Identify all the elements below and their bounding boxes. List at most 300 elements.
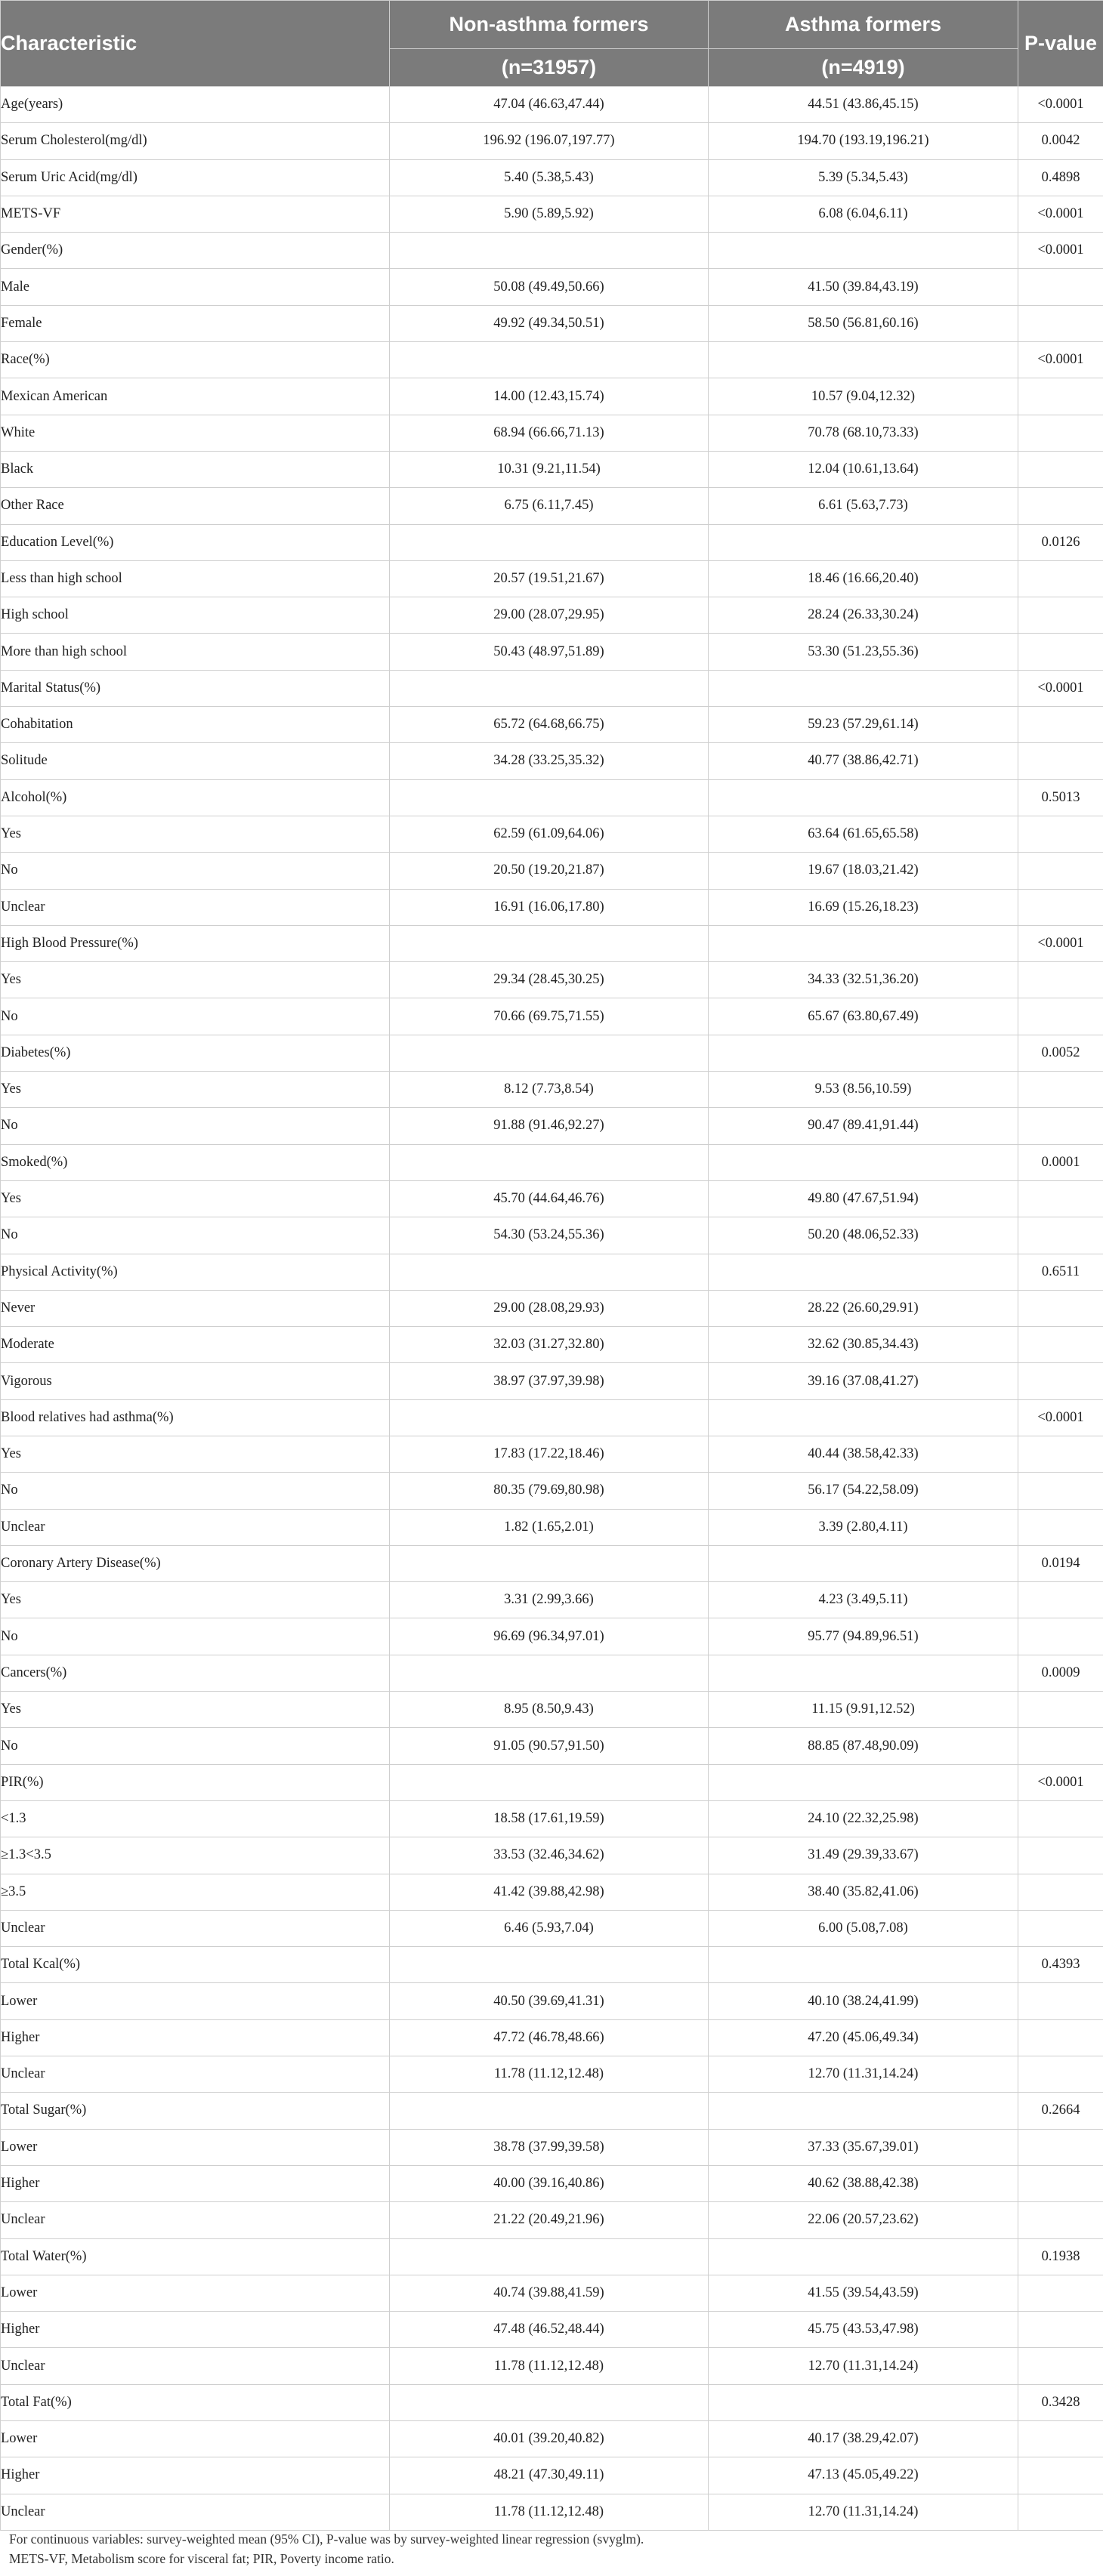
table-row bbox=[1, 853, 1103, 889]
table-row bbox=[1, 2457, 1103, 2494]
row-non-asthma-value: 41.42 (39.88,42.98) bbox=[390, 1874, 709, 1910]
table-row bbox=[1, 889, 1103, 925]
row-asthma-value: 41.50 (39.84,43.19) bbox=[709, 269, 1018, 305]
row-non-asthma-value: 29.34 (28.45,30.25) bbox=[390, 962, 709, 998]
row-label: More than high school bbox=[1, 634, 390, 670]
row-pvalue bbox=[1018, 2056, 1103, 2093]
row-label: Yes bbox=[1, 1072, 390, 1108]
row-pvalue bbox=[1018, 2494, 1103, 2530]
row-label: Serum Cholesterol(mg/dl) bbox=[1, 123, 390, 159]
table-row bbox=[1, 2384, 1103, 2420]
row-non-asthma-value: 5.90 (5.89,5.92) bbox=[390, 196, 709, 232]
row-asthma-value: 95.77 (94.89,96.51) bbox=[709, 1618, 1018, 1655]
row-pvalue bbox=[1018, 1618, 1103, 1655]
row-label: Yes bbox=[1, 1436, 390, 1472]
table-row bbox=[1, 196, 1103, 232]
row-label: High school bbox=[1, 597, 390, 634]
row-pvalue bbox=[1018, 1108, 1103, 1144]
row-non-asthma-value bbox=[390, 1035, 709, 1071]
table-row bbox=[1, 998, 1103, 1035]
row-label: Yes bbox=[1, 962, 390, 998]
table-row bbox=[1, 415, 1103, 451]
table-row bbox=[1, 2129, 1103, 2165]
row-non-asthma-value bbox=[390, 779, 709, 816]
row-label: Total Water(%) bbox=[1, 2238, 390, 2275]
row-pvalue: 0.1938 bbox=[1018, 2238, 1103, 2275]
table-row bbox=[1, 2421, 1103, 2457]
row-pvalue bbox=[1018, 743, 1103, 779]
row-non-asthma-value bbox=[390, 670, 709, 706]
table-row bbox=[1, 1290, 1103, 1326]
row-label: High Blood Pressure(%) bbox=[1, 925, 390, 961]
row-asthma-value bbox=[709, 779, 1018, 816]
row-pvalue: 0.0042 bbox=[1018, 123, 1103, 159]
row-non-asthma-value: 40.50 (39.69,41.31) bbox=[390, 1983, 709, 2019]
row-label: Unclear bbox=[1, 1910, 390, 1946]
table-row bbox=[1, 670, 1103, 706]
table-row bbox=[1, 634, 1103, 670]
row-pvalue: 0.6511 bbox=[1018, 1254, 1103, 1290]
row-pvalue bbox=[1018, 2312, 1103, 2348]
table-row bbox=[1, 269, 1103, 305]
row-label: No bbox=[1, 1473, 390, 1509]
row-label: Female bbox=[1, 305, 390, 341]
table-row bbox=[1, 1545, 1103, 1581]
table-row bbox=[1, 597, 1103, 634]
row-label: No bbox=[1, 1618, 390, 1655]
row-non-asthma-value: 29.00 (28.07,29.95) bbox=[390, 597, 709, 634]
row-pvalue bbox=[1018, 378, 1103, 415]
row-label: Gender(%) bbox=[1, 233, 390, 269]
row-asthma-value: 32.62 (30.85,34.43) bbox=[709, 1327, 1018, 1363]
row-non-asthma-value: 40.74 (39.88,41.59) bbox=[390, 2275, 709, 2311]
row-pvalue bbox=[1018, 1180, 1103, 1217]
row-pvalue bbox=[1018, 2165, 1103, 2201]
footnote-abbreviations: METS-VF, Metabolism score for visceral fat; PIR, Poverty income ratio. bbox=[9, 2551, 394, 2566]
table-row bbox=[1, 2056, 1103, 2093]
row-non-asthma-value: 54.30 (53.24,55.36) bbox=[390, 1217, 709, 1254]
row-asthma-value: 34.33 (32.51,36.20) bbox=[709, 962, 1018, 998]
row-asthma-value: 12.70 (11.31,14.24) bbox=[709, 2348, 1018, 2384]
row-label: No bbox=[1, 998, 390, 1035]
row-pvalue bbox=[1018, 889, 1103, 925]
row-label: Yes bbox=[1, 816, 390, 852]
row-pvalue bbox=[1018, 2275, 1103, 2311]
table-row bbox=[1, 2093, 1103, 2129]
row-label: Alcohol(%) bbox=[1, 779, 390, 816]
table-row bbox=[1, 159, 1103, 196]
row-asthma-value: 45.75 (43.53,47.98) bbox=[709, 2312, 1018, 2348]
row-pvalue bbox=[1018, 998, 1103, 1035]
row-label: Total Kcal(%) bbox=[1, 1947, 390, 1983]
row-asthma-value: 58.50 (56.81,60.16) bbox=[709, 305, 1018, 341]
row-label: Unclear bbox=[1, 2056, 390, 2093]
row-pvalue bbox=[1018, 853, 1103, 889]
row-pvalue bbox=[1018, 2421, 1103, 2457]
row-pvalue bbox=[1018, 1363, 1103, 1399]
row-non-asthma-value: 18.58 (17.61,19.59) bbox=[390, 1800, 709, 1837]
row-asthma-value bbox=[709, 2093, 1018, 2129]
row-label: Education Level(%) bbox=[1, 524, 390, 560]
table-row bbox=[1, 1837, 1103, 1874]
table-row bbox=[1, 1728, 1103, 1764]
row-asthma-value: 194.70 (193.19,196.21) bbox=[709, 123, 1018, 159]
row-non-asthma-value bbox=[390, 2093, 709, 2129]
table-row bbox=[1, 1800, 1103, 1837]
table-row bbox=[1, 925, 1103, 961]
row-pvalue bbox=[1018, 634, 1103, 670]
row-asthma-value bbox=[709, 1947, 1018, 1983]
row-label: Cancers(%) bbox=[1, 1655, 390, 1691]
row-non-asthma-value: 47.72 (46.78,48.66) bbox=[390, 2019, 709, 2056]
row-pvalue bbox=[1018, 1874, 1103, 1910]
row-asthma-value: 47.13 (45.05,49.22) bbox=[709, 2457, 1018, 2494]
row-asthma-value: 56.17 (54.22,58.09) bbox=[709, 1473, 1018, 1509]
row-pvalue: 0.2664 bbox=[1018, 2093, 1103, 2129]
row-asthma-value: 39.16 (37.08,41.27) bbox=[709, 1363, 1018, 1399]
row-label: Yes bbox=[1, 1582, 390, 1618]
row-pvalue bbox=[1018, 707, 1103, 743]
table-row bbox=[1, 816, 1103, 852]
row-label: Unclear bbox=[1, 1509, 390, 1545]
header-group1-n: (n=31957) bbox=[390, 49, 709, 87]
row-asthma-value: 10.57 (9.04,12.32) bbox=[709, 378, 1018, 415]
row-label: PIR(%) bbox=[1, 1764, 390, 1800]
row-asthma-value bbox=[709, 1399, 1018, 1436]
row-asthma-value: 40.17 (38.29,42.07) bbox=[709, 2421, 1018, 2457]
table-row bbox=[1, 1582, 1103, 1618]
row-non-asthma-value: 16.91 (16.06,17.80) bbox=[390, 889, 709, 925]
table-row bbox=[1, 1254, 1103, 1290]
row-label: Moderate bbox=[1, 1327, 390, 1363]
row-asthma-value bbox=[709, 524, 1018, 560]
row-label: ≥1.3<3.5 bbox=[1, 1837, 390, 1874]
row-non-asthma-value: 47.48 (46.52,48.44) bbox=[390, 2312, 709, 2348]
row-non-asthma-value: 17.83 (17.22,18.46) bbox=[390, 1436, 709, 1472]
row-pvalue bbox=[1018, 2019, 1103, 2056]
row-label: Cohabitation bbox=[1, 707, 390, 743]
row-pvalue: <0.0001 bbox=[1018, 196, 1103, 232]
row-asthma-value: 3.39 (2.80,4.11) bbox=[709, 1509, 1018, 1545]
row-asthma-value: 40.62 (38.88,42.38) bbox=[709, 2165, 1018, 2201]
row-pvalue bbox=[1018, 2202, 1103, 2238]
row-pvalue bbox=[1018, 1910, 1103, 1946]
row-pvalue: 0.0009 bbox=[1018, 1655, 1103, 1691]
row-asthma-value bbox=[709, 2384, 1018, 2420]
row-non-asthma-value bbox=[390, 1545, 709, 1581]
row-non-asthma-value: 91.05 (90.57,91.50) bbox=[390, 1728, 709, 1764]
row-asthma-value: 28.22 (26.60,29.91) bbox=[709, 1290, 1018, 1326]
row-asthma-value: 40.44 (38.58,42.33) bbox=[709, 1436, 1018, 1472]
row-label: Yes bbox=[1, 1692, 390, 1728]
row-non-asthma-value: 68.94 (66.66,71.13) bbox=[390, 415, 709, 451]
row-label: Higher bbox=[1, 2019, 390, 2056]
row-label: Coronary Artery Disease(%) bbox=[1, 1545, 390, 1581]
table-row bbox=[1, 2348, 1103, 2384]
row-non-asthma-value bbox=[390, 342, 709, 378]
row-label: No bbox=[1, 1728, 390, 1764]
row-asthma-value: 18.46 (16.66,20.40) bbox=[709, 560, 1018, 597]
row-pvalue bbox=[1018, 962, 1103, 998]
table-row bbox=[1, 1108, 1103, 1144]
footnote-methods: For continuous variables: survey-weighted mean (95% CI), P-value was by survey-weighted linear regression (svyglm). bbox=[9, 2531, 644, 2547]
row-asthma-value: 6.08 (6.04,6.11) bbox=[709, 196, 1018, 232]
row-label: Other Race bbox=[1, 488, 390, 524]
row-asthma-value bbox=[709, 1545, 1018, 1581]
row-non-asthma-value: 32.03 (31.27,32.80) bbox=[390, 1327, 709, 1363]
table-footnotes bbox=[9, 2529, 1097, 2568]
row-non-asthma-value: 196.92 (196.07,197.77) bbox=[390, 123, 709, 159]
row-non-asthma-value: 40.01 (39.20,40.82) bbox=[390, 2421, 709, 2457]
row-non-asthma-value: 34.28 (33.25,35.32) bbox=[390, 743, 709, 779]
table-row bbox=[1, 743, 1103, 779]
row-pvalue: 0.0001 bbox=[1018, 1144, 1103, 1180]
row-asthma-value: 40.77 (38.86,42.71) bbox=[709, 743, 1018, 779]
row-pvalue: <0.0001 bbox=[1018, 1764, 1103, 1800]
row-non-asthma-value: 45.70 (44.64,46.76) bbox=[390, 1180, 709, 1217]
row-non-asthma-value: 5.40 (5.38,5.43) bbox=[390, 159, 709, 196]
row-pvalue: <0.0001 bbox=[1018, 1399, 1103, 1436]
table-row bbox=[1, 1947, 1103, 1983]
row-asthma-value: 50.20 (48.06,52.33) bbox=[709, 1217, 1018, 1254]
table-row bbox=[1, 233, 1103, 269]
row-pvalue bbox=[1018, 488, 1103, 524]
row-asthma-value: 41.55 (39.54,43.59) bbox=[709, 2275, 1018, 2311]
table-row bbox=[1, 305, 1103, 341]
row-asthma-value: 37.33 (35.67,39.01) bbox=[709, 2129, 1018, 2165]
row-pvalue: <0.0001 bbox=[1018, 233, 1103, 269]
table-row bbox=[1, 1180, 1103, 1217]
row-pvalue bbox=[1018, 1217, 1103, 1254]
row-pvalue bbox=[1018, 1582, 1103, 1618]
row-pvalue: <0.0001 bbox=[1018, 342, 1103, 378]
table-row bbox=[1, 1399, 1103, 1436]
row-non-asthma-value: 40.00 (39.16,40.86) bbox=[390, 2165, 709, 2201]
row-label: Total Fat(%) bbox=[1, 2384, 390, 2420]
row-label: Total Sugar(%) bbox=[1, 2093, 390, 2129]
row-non-asthma-value: 38.78 (37.99,39.58) bbox=[390, 2129, 709, 2165]
row-pvalue bbox=[1018, 1473, 1103, 1509]
table-row bbox=[1, 488, 1103, 524]
row-label: Lower bbox=[1, 2129, 390, 2165]
row-non-asthma-value: 11.78 (11.12,12.48) bbox=[390, 2348, 709, 2384]
row-label: Lower bbox=[1, 1983, 390, 2019]
row-non-asthma-value: 38.97 (37.97,39.98) bbox=[390, 1363, 709, 1399]
row-asthma-value: 44.51 (43.86,45.15) bbox=[709, 87, 1018, 123]
row-label: Lower bbox=[1, 2275, 390, 2311]
row-pvalue bbox=[1018, 2457, 1103, 2494]
row-label: Yes bbox=[1, 1180, 390, 1217]
row-pvalue bbox=[1018, 2129, 1103, 2165]
row-pvalue bbox=[1018, 1290, 1103, 1326]
row-asthma-value bbox=[709, 2238, 1018, 2275]
table-row bbox=[1, 2165, 1103, 2201]
table-row bbox=[1, 779, 1103, 816]
row-pvalue: <0.0001 bbox=[1018, 87, 1103, 123]
row-pvalue: 0.4393 bbox=[1018, 1947, 1103, 1983]
table-row bbox=[1, 2494, 1103, 2530]
row-asthma-value: 9.53 (8.56,10.59) bbox=[709, 1072, 1018, 1108]
row-asthma-value: 6.61 (5.63,7.73) bbox=[709, 488, 1018, 524]
row-non-asthma-value: 8.12 (7.73,8.54) bbox=[390, 1072, 709, 1108]
row-label: Unclear bbox=[1, 2202, 390, 2238]
header-characteristic: Characteristic bbox=[1, 1, 390, 87]
table-row bbox=[1, 2312, 1103, 2348]
row-pvalue bbox=[1018, 1072, 1103, 1108]
row-non-asthma-value: 33.53 (32.46,34.62) bbox=[390, 1837, 709, 1874]
row-label: Serum Uric Acid(mg/dl) bbox=[1, 159, 390, 196]
row-non-asthma-value: 8.95 (8.50,9.43) bbox=[390, 1692, 709, 1728]
row-non-asthma-value: 21.22 (20.49,21.96) bbox=[390, 2202, 709, 2238]
row-pvalue bbox=[1018, 415, 1103, 451]
row-label: No bbox=[1, 1108, 390, 1144]
row-pvalue: 0.0194 bbox=[1018, 1545, 1103, 1581]
table-row bbox=[1, 378, 1103, 415]
header-pvalue: P-value bbox=[1018, 1, 1103, 87]
row-pvalue: 0.0126 bbox=[1018, 524, 1103, 560]
row-non-asthma-value: 14.00 (12.43,15.74) bbox=[390, 378, 709, 415]
table-row bbox=[1, 2202, 1103, 2238]
row-pvalue bbox=[1018, 269, 1103, 305]
table-row bbox=[1, 1473, 1103, 1509]
row-non-asthma-value bbox=[390, 925, 709, 961]
row-asthma-value bbox=[709, 1655, 1018, 1691]
row-pvalue bbox=[1018, 597, 1103, 634]
row-label: Physical Activity(%) bbox=[1, 1254, 390, 1290]
table-row bbox=[1, 1436, 1103, 1472]
table-row bbox=[1, 342, 1103, 378]
header-row bbox=[1, 1, 1103, 49]
row-non-asthma-value: 65.72 (64.68,66.75) bbox=[390, 707, 709, 743]
row-asthma-value bbox=[709, 1764, 1018, 1800]
row-pvalue: 0.5013 bbox=[1018, 779, 1103, 816]
row-pvalue: 0.4898 bbox=[1018, 159, 1103, 196]
table-row bbox=[1, 524, 1103, 560]
row-pvalue bbox=[1018, 1800, 1103, 1837]
table-row bbox=[1, 123, 1103, 159]
row-pvalue bbox=[1018, 1728, 1103, 1764]
row-asthma-value: 5.39 (5.34,5.43) bbox=[709, 159, 1018, 196]
row-label: No bbox=[1, 853, 390, 889]
table-header bbox=[1, 1, 1103, 87]
row-non-asthma-value: 50.43 (48.97,51.89) bbox=[390, 634, 709, 670]
header-group2-name: Asthma formers bbox=[709, 1, 1018, 49]
row-label: ≥3.5 bbox=[1, 1874, 390, 1910]
row-non-asthma-value: 20.50 (19.20,21.87) bbox=[390, 853, 709, 889]
row-asthma-value: 49.80 (47.67,51.94) bbox=[709, 1180, 1018, 1217]
row-non-asthma-value: 70.66 (69.75,71.55) bbox=[390, 998, 709, 1035]
row-asthma-value: 6.00 (5.08,7.08) bbox=[709, 1910, 1018, 1946]
table-row bbox=[1, 1692, 1103, 1728]
row-pvalue bbox=[1018, 1436, 1103, 1472]
row-non-asthma-value: 62.59 (61.09,64.06) bbox=[390, 816, 709, 852]
row-label: No bbox=[1, 1217, 390, 1254]
row-pvalue bbox=[1018, 1837, 1103, 1874]
row-asthma-value bbox=[709, 342, 1018, 378]
row-asthma-value bbox=[709, 1144, 1018, 1180]
row-asthma-value bbox=[709, 233, 1018, 269]
row-label: Solitude bbox=[1, 743, 390, 779]
row-label: Age(years) bbox=[1, 87, 390, 123]
row-label: Higher bbox=[1, 2457, 390, 2494]
row-asthma-value: 11.15 (9.91,12.52) bbox=[709, 1692, 1018, 1728]
row-asthma-value: 63.64 (61.65,65.58) bbox=[709, 816, 1018, 852]
row-pvalue bbox=[1018, 451, 1103, 487]
row-asthma-value: 38.40 (35.82,41.06) bbox=[709, 1874, 1018, 1910]
row-non-asthma-value bbox=[390, 1254, 709, 1290]
row-asthma-value: 28.24 (26.33,30.24) bbox=[709, 597, 1018, 634]
row-label: Race(%) bbox=[1, 342, 390, 378]
row-asthma-value: 12.70 (11.31,14.24) bbox=[709, 2494, 1018, 2530]
row-pvalue bbox=[1018, 1983, 1103, 2019]
row-label: Unclear bbox=[1, 2494, 390, 2530]
row-label: White bbox=[1, 415, 390, 451]
table-row bbox=[1, 2238, 1103, 2275]
row-asthma-value: 31.49 (29.39,33.67) bbox=[709, 1837, 1018, 1874]
row-non-asthma-value bbox=[390, 1947, 709, 1983]
table-row bbox=[1, 1217, 1103, 1254]
row-non-asthma-value: 96.69 (96.34,97.01) bbox=[390, 1618, 709, 1655]
row-pvalue bbox=[1018, 560, 1103, 597]
row-label: Mexican American bbox=[1, 378, 390, 415]
row-asthma-value: 4.23 (3.49,5.11) bbox=[709, 1582, 1018, 1618]
table-row bbox=[1, 1655, 1103, 1691]
row-label: Higher bbox=[1, 2165, 390, 2201]
row-pvalue: <0.0001 bbox=[1018, 925, 1103, 961]
table-row bbox=[1, 1509, 1103, 1545]
row-non-asthma-value: 29.00 (28.08,29.93) bbox=[390, 1290, 709, 1326]
table-row bbox=[1, 962, 1103, 998]
row-pvalue: 0.0052 bbox=[1018, 1035, 1103, 1071]
row-non-asthma-value: 47.04 (46.63,47.44) bbox=[390, 87, 709, 123]
row-non-asthma-value bbox=[390, 524, 709, 560]
row-label: Unclear bbox=[1, 2348, 390, 2384]
row-pvalue bbox=[1018, 2348, 1103, 2384]
row-label: Vigorous bbox=[1, 1363, 390, 1399]
row-non-asthma-value bbox=[390, 1399, 709, 1436]
row-label: Black bbox=[1, 451, 390, 487]
header-group1-name: Non-asthma formers bbox=[390, 1, 709, 49]
row-non-asthma-value bbox=[390, 2384, 709, 2420]
row-asthma-value: 19.67 (18.03,21.42) bbox=[709, 853, 1018, 889]
row-non-asthma-value: 6.46 (5.93,7.04) bbox=[390, 1910, 709, 1946]
row-non-asthma-value: 10.31 (9.21,11.54) bbox=[390, 451, 709, 487]
row-asthma-value: 12.70 (11.31,14.24) bbox=[709, 2056, 1018, 2093]
row-non-asthma-value: 48.21 (47.30,49.11) bbox=[390, 2457, 709, 2494]
row-label: <1.3 bbox=[1, 1800, 390, 1837]
table-row bbox=[1, 1764, 1103, 1800]
row-non-asthma-value bbox=[390, 1144, 709, 1180]
row-asthma-value: 59.23 (57.29,61.14) bbox=[709, 707, 1018, 743]
row-pvalue bbox=[1018, 816, 1103, 852]
row-asthma-value: 53.30 (51.23,55.36) bbox=[709, 634, 1018, 670]
row-label: Diabetes(%) bbox=[1, 1035, 390, 1071]
table-row bbox=[1, 560, 1103, 597]
header-group2-n: (n=4919) bbox=[709, 49, 1018, 87]
table-row bbox=[1, 2275, 1103, 2311]
row-pvalue bbox=[1018, 305, 1103, 341]
table-row bbox=[1, 1910, 1103, 1946]
row-non-asthma-value bbox=[390, 1655, 709, 1691]
row-asthma-value: 24.10 (22.32,25.98) bbox=[709, 1800, 1018, 1837]
table-body bbox=[1, 87, 1103, 2531]
table-row bbox=[1, 1327, 1103, 1363]
table-row bbox=[1, 1144, 1103, 1180]
row-label: Blood relatives had asthma(%) bbox=[1, 1399, 390, 1436]
table-row bbox=[1, 1618, 1103, 1655]
row-asthma-value bbox=[709, 925, 1018, 961]
row-asthma-value bbox=[709, 1254, 1018, 1290]
